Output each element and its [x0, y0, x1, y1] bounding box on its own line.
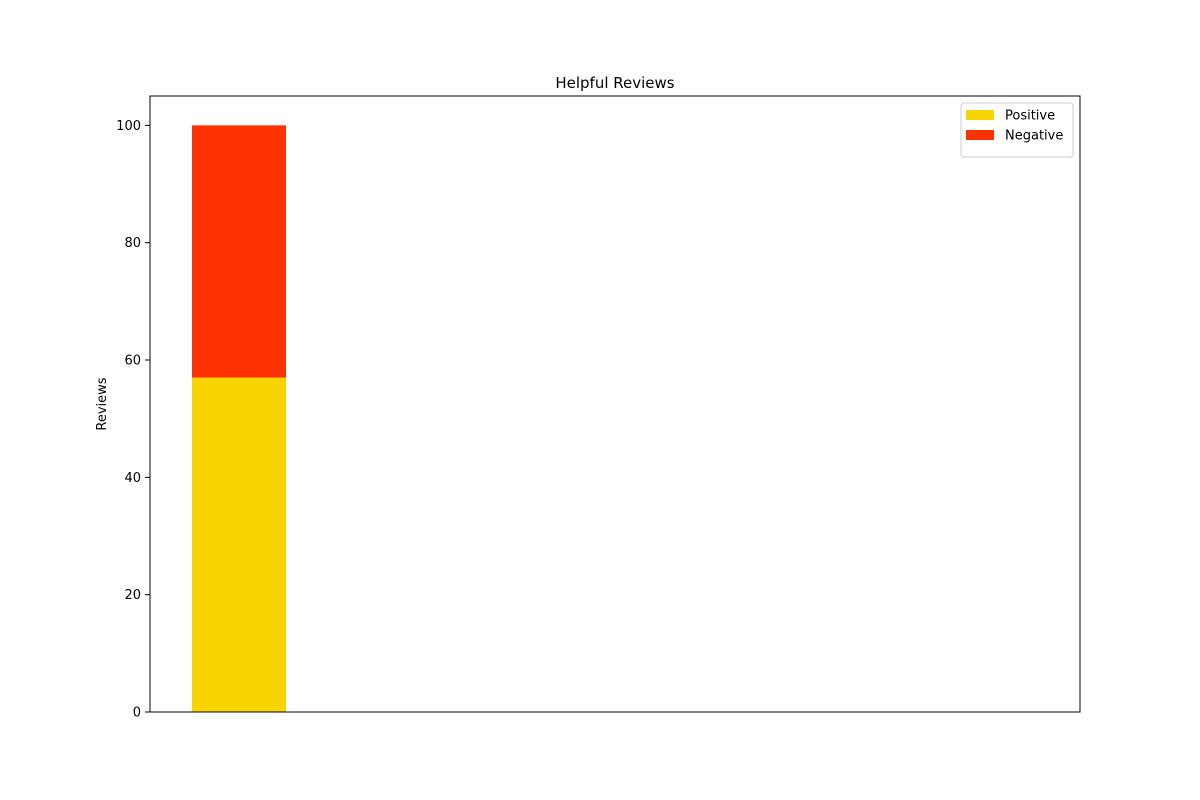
- bar-negative: [192, 125, 286, 377]
- bar-positive: [192, 378, 286, 712]
- y-tick-label-80: 80: [124, 236, 141, 252]
- y-tick-label-20: 20: [124, 588, 141, 604]
- legend-swatch-negative: [966, 130, 994, 140]
- y-tick-label-0: 0: [132, 705, 141, 721]
- legend: [961, 103, 1073, 157]
- legend-swatch-positive: [966, 110, 994, 120]
- legend-label-negative: Negative: [1005, 128, 1064, 144]
- y-tick-label-40: 40: [124, 470, 141, 486]
- chart-title: Helpful Reviews: [555, 74, 675, 92]
- y-axis-label: Reviews: [95, 377, 110, 431]
- y-tick-label-100: 100: [116, 118, 141, 134]
- y-tick-label-60: 60: [124, 353, 141, 369]
- legend-label-positive: Positive: [1005, 108, 1056, 124]
- bars-group: [192, 125, 286, 712]
